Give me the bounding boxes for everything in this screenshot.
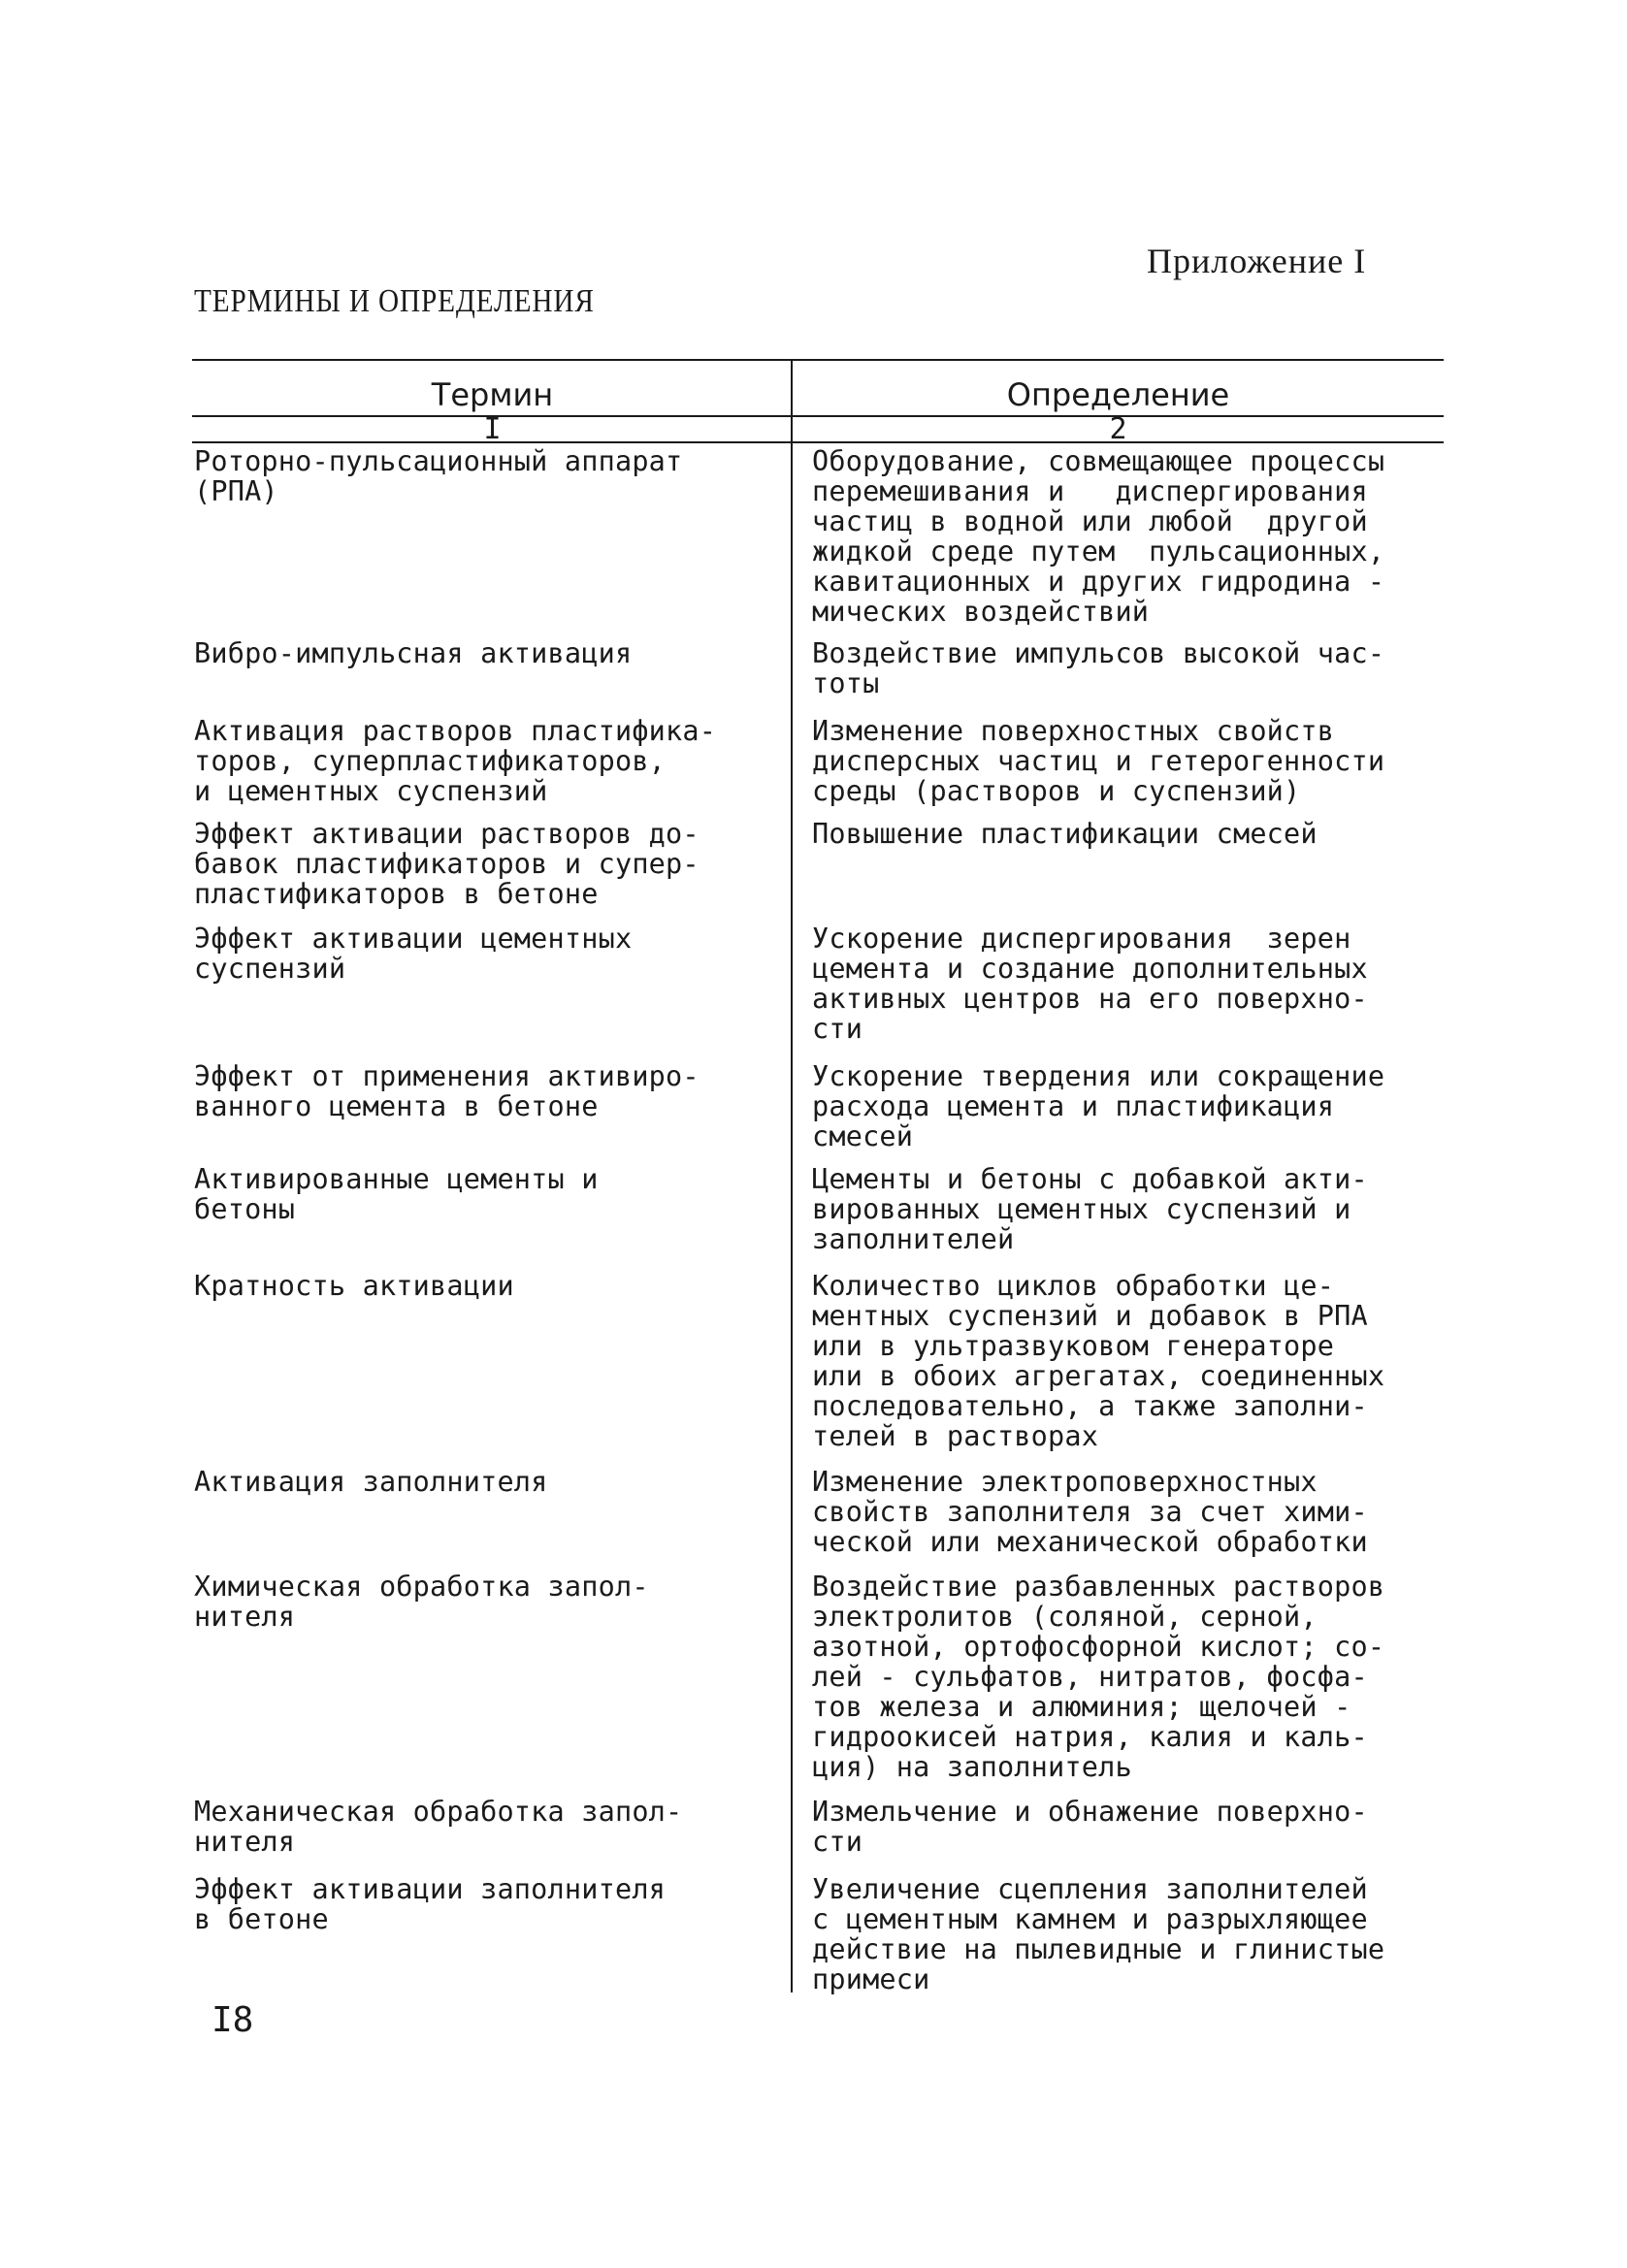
definition-cell-1: Оборудование, совмещающее процессы перемешивания и диспергирования частиц в водной или любой другой жидкой среде путем пульсационных, кавитационных и других гидродина - мических воздействий	[812, 445, 1385, 628]
definition-cell-11: Измельчение и обнажение поверхно- сти	[812, 1796, 1368, 1858]
page-title: ТЕРМИНЫ И ОПРЕДЕЛЕНИЯ	[194, 283, 595, 319]
column-number-1: I	[483, 412, 502, 446]
term-cell-10: Химическая обработка запол- нителя	[194, 1571, 649, 1633]
header-definition: Определение	[1006, 376, 1230, 413]
definition-cell-9: Изменение электроповерхностных свойств заполнителя за счет хими- ческой или механической обработки	[812, 1466, 1368, 1558]
term-cell-12: Эффект активации заполнителя в бетоне	[194, 1873, 667, 1935]
term-cell-3: Активация растворов пластифика- торов, суперпластификаторов, и цементных суспензий	[194, 715, 717, 807]
definition-cell-7: Цементы и бетоны с добавкой акти- вированных цементных суспензий и заполнителей	[812, 1163, 1368, 1255]
term-cell-4: Эффект активации растворов до- бавок пластификаторов и супер- пластификаторов в бетоне	[194, 818, 700, 910]
page-number: I8	[212, 2000, 254, 2040]
header-term: Термин	[431, 376, 554, 413]
term-cell-7: Активированные цементы и бетоны	[194, 1163, 599, 1225]
definition-cell-8: Количество циклов обработки це- ментных суспензий и добавок в РПА или в ультразвуковом генераторе или в обоих агрегатах, соединенных последовательно, а также заполни- телей в растворах	[812, 1270, 1385, 1452]
definition-cell-4: Повышение пластификации смесей	[812, 818, 1318, 850]
term-cell-1: Роторно-пульсационный аппарат (РПА)	[194, 445, 683, 507]
column-number-2: 2	[1109, 412, 1127, 446]
term-cell-2: Вибро-импульсная активация	[194, 637, 633, 669]
term-cell-11: Механическая обработка запол- нителя	[194, 1796, 683, 1858]
term-cell-9: Активация заполнителя	[194, 1466, 548, 1498]
definition-cell-10: Воздействие разбавленных растворов электролитов (соляной, серной, азотной, ортофосфорной кислот; со- лей - сульфатов, нитратов, фосфа- тов железа и алюминия; щелочей - гидроокисей натрия, калия и каль- ция) на заполнитель	[812, 1571, 1385, 1783]
definition-cell-5: Ускорение диспергирования зерен цемента и создание дополнительных активных центров на его поверхно- сти	[812, 923, 1368, 1045]
table-top-rule	[192, 359, 1444, 361]
definition-cell-2: Воздействие импульсов высокой час- тоты	[812, 637, 1385, 699]
appendix-label: Приложение I	[1147, 242, 1367, 280]
term-cell-5: Эффект активации цементных суспензий	[194, 923, 633, 985]
definition-cell-3: Изменение поверхностных свойств дисперсных частиц и гетерогенности среды (растворов и суспензий)	[812, 715, 1385, 807]
column-divider	[791, 361, 793, 1993]
definition-cell-12: Увеличение сцепления заполнителей с цементным камнем и разрыхляющее действие на пылевидные и глинистые примеси	[812, 1873, 1385, 1995]
definition-cell-6: Ускорение твердения или сокращение расхода цемента и пластификация смесей	[812, 1060, 1385, 1152]
term-cell-6: Эффект от применения активиро- ванного цемента в бетоне	[194, 1060, 700, 1122]
term-cell-8: Кратность активации	[194, 1270, 514, 1302]
